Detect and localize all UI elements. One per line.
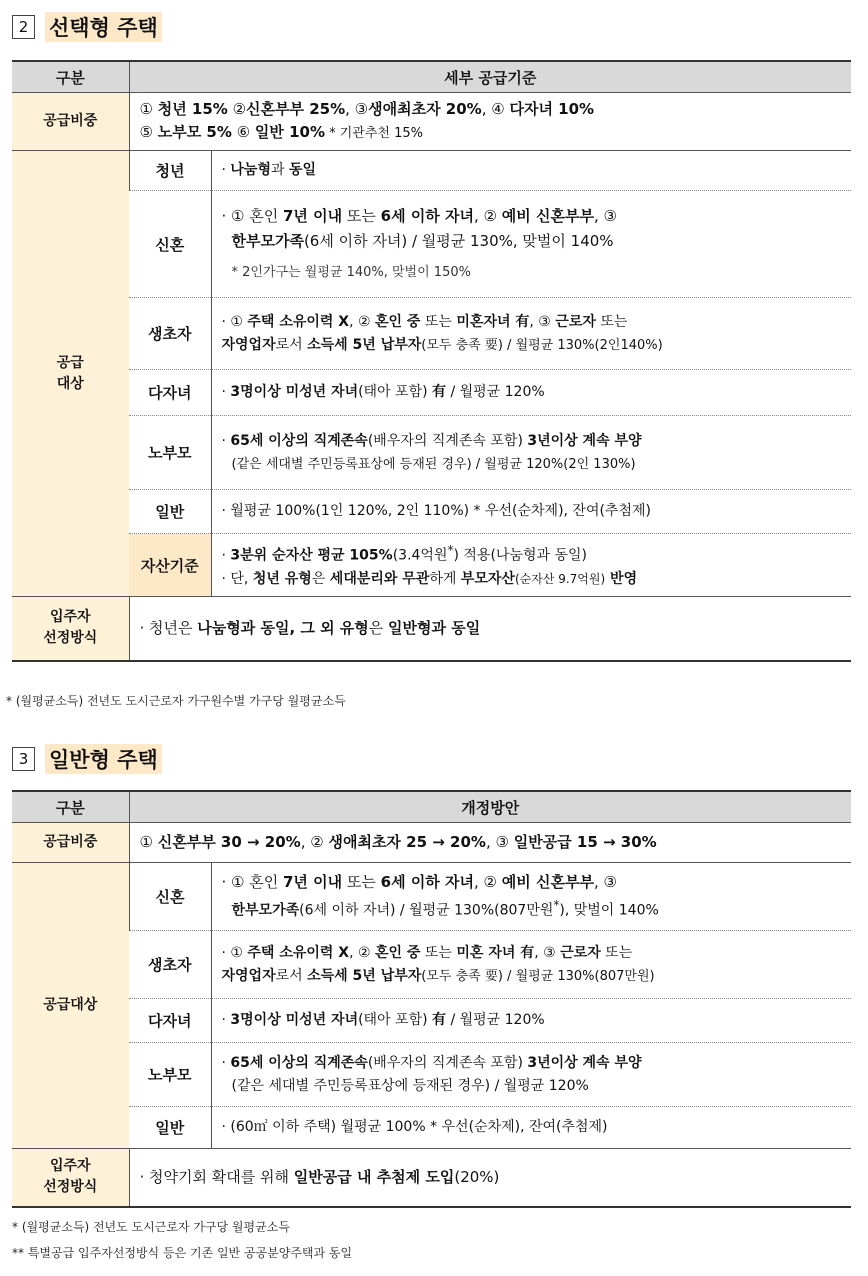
row-content-multi-child: · 3명이상 미성년 자녀(태아 포함) 有 / 월평균 120% (211, 999, 851, 1043)
row-first-time (12, 931, 851, 999)
header-category: 구분 (12, 61, 129, 93)
target-label: 공급대상 (12, 863, 129, 1149)
row-multi-child (12, 370, 851, 416)
row-youth (12, 151, 851, 191)
supply-ratio-content: ① 신혼부부 30 → 20%, ② 생애최초자 25 → 20%, ③ 일반공급 15 → 30% (129, 823, 851, 863)
row-label-elderly: 노부모 (129, 416, 211, 490)
row-label-multi-child: 다자녀 (129, 999, 211, 1043)
row-content-elderly: · 65세 이상의 직계존속(배우자의 직계존속 포함) 3년이상 계속 부양 (같은 세대별 주민등록표상에 등재된 경우) / 월평균 120%(2인 130%) (211, 416, 851, 490)
row-label-asset: 자산기준 (129, 534, 211, 597)
section-title-text: 선택형 주택 (45, 12, 162, 42)
section-2-footnote: * (월평균소득) 전년도 도시근로자 가구원수별 가구당 월평균소득 (6, 694, 346, 708)
row-first-time (12, 298, 851, 370)
header-category: 구분 (12, 791, 129, 823)
row-label-newlywed: 신혼 (129, 863, 211, 931)
selection-label: 입주자 선정방식 (12, 1149, 129, 1207)
row-newlywed (12, 191, 851, 298)
section-number-box: 2 (12, 15, 35, 39)
selection-label: 입주자 선정방식 (12, 597, 129, 661)
selection-content: · 청년은 나눔형과 동일, 그 외 유형은 일반형과 동일 (129, 597, 851, 661)
row-label-general: 일반 (129, 490, 211, 534)
row-label-first-time: 생초자 (129, 931, 211, 999)
selection-content: · 청약기회 확대를 위해 일반공급 내 추첨제 도입(20%) (129, 1149, 851, 1207)
row-content-first-time: · ① 주택 소유이력 X, ② 혼인 중 또는 미혼자녀 有, ③ 근로자 또는 자영업자로서 소득세 5년 납부자(모두 충족 要) / 월평균 130%(2인140%) (211, 298, 851, 370)
row-label-newlywed: 신혼 (129, 191, 211, 298)
row-label-general: 일반 (129, 1107, 211, 1149)
table-header-row (12, 61, 851, 93)
section-2-title (12, 12, 162, 42)
general-housing-table (12, 790, 851, 1208)
section-title-text: 일반형 주택 (45, 744, 162, 774)
header-detail: 세부 공급기준 (129, 61, 851, 93)
row-content-general: · (60㎡ 이하 주택) 월평균 100% * 우선(순차제), 잔여(추첨제) (211, 1107, 851, 1149)
row-label-elderly: 노부모 (129, 1043, 211, 1107)
section-number-box: 3 (12, 747, 35, 771)
header-detail: 개정방안 (129, 791, 851, 823)
selective-housing-table (12, 60, 851, 662)
row-label-multi-child: 다자녀 (129, 370, 211, 416)
row-content-asset: · 3분위 순자산 평균 105%(3.4억원*) 적용(나눔형과 동일) · 단, 청년 유형은 세대분리와 무관하게 부모자산(순자산 9.7억원) 반영 (211, 534, 851, 597)
row-content-first-time: · ① 주택 소유이력 X, ② 혼인 중 또는 미혼 자녀 有, ③ 근로자 또는 자영업자로서 소득세 5년 납부자(모두 충족 要) / 월평균 130%(807만원) (211, 931, 851, 999)
row-asset (12, 534, 851, 597)
row-content-multi-child: · 3명이상 미성년 자녀(태아 포함) 有 / 월평균 120% (211, 370, 851, 416)
selection-row (12, 1149, 851, 1207)
row-elderly (12, 1043, 851, 1107)
row-elderly (12, 416, 851, 490)
supply-ratio-row (12, 93, 851, 151)
section-3-title (12, 744, 162, 774)
row-general (12, 1107, 851, 1149)
row-content-youth: · 나눔형과 동일 (211, 151, 851, 191)
target-label: 공급 대상 (12, 151, 129, 597)
supply-ratio-row (12, 823, 851, 863)
supply-ratio-content: ① 청년 15% ②신혼부부 25%, ③생애최초자 20%, ④ 다자녀 10% ⑤ 노부모 5% ⑥ 일반 10% * 기관추천 15% (129, 93, 851, 151)
section-3-footnote-2: ** 특별공급 입주자선정방식 등은 기존 일반 공공분양주택과 동일 (12, 1246, 353, 1260)
table-header-row (12, 791, 851, 823)
selection-row (12, 597, 851, 661)
row-label-youth: 청년 (129, 151, 211, 191)
row-general (12, 490, 851, 534)
supply-ratio-label: 공급비중 (12, 823, 129, 863)
section-3-footnote-1: * (월평균소득) 전년도 도시근로자 가구당 월평균소득 (12, 1220, 290, 1234)
row-content-newlywed: · ① 혼인 7년 이내 또는 6세 이하 자녀, ② 예비 신혼부부, ③ 한부모가족(6세 이하 자녀) / 월평균 130%, 맞벌이 140% * 2인가구는 월평균 140%, 맞벌이 150% (211, 191, 851, 298)
row-newlywed (12, 863, 851, 931)
row-content-elderly: · 65세 이상의 직계존속(배우자의 직계존속 포함) 3년이상 계속 부양 (같은 세대별 주민등록표상에 등재된 경우) / 월평균 120% (211, 1043, 851, 1107)
row-label-first-time: 생초자 (129, 298, 211, 370)
row-content-general: · 월평균 100%(1인 120%, 2인 110%) * 우선(순차제), 잔여(추첨제) (211, 490, 851, 534)
newlywed-note: * 2인가구는 월평균 140%, 맞벌이 150% (231, 264, 471, 280)
row-multi-child (12, 999, 851, 1043)
supply-ratio-label: 공급비중 (12, 93, 129, 151)
row-content-newlywed: · ① 혼인 7년 이내 또는 6세 이하 자녀, ② 예비 신혼부부, ③ 한부모가족(6세 이하 자녀) / 월평균 130%(807만원*), 맞벌이 140% (211, 863, 851, 931)
